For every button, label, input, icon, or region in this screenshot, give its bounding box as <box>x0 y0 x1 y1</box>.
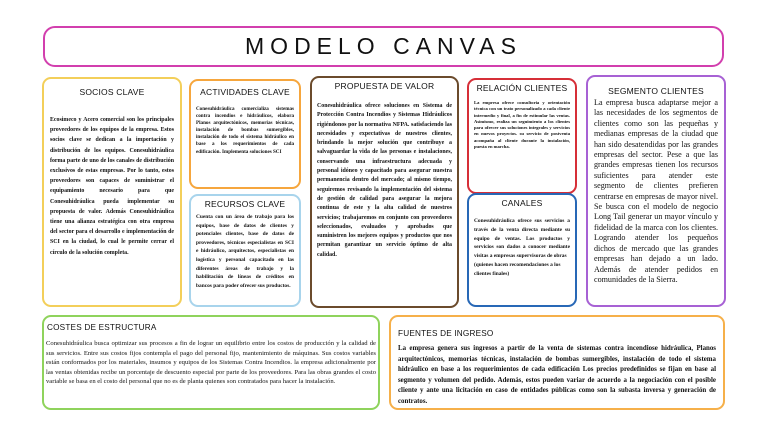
relacion-clientes-text: La empresa ofrece consultoría y orientación técnica con un trato personalizado a cada cliente intermedio y final, a fin de estimular las ventas. Asimismo, realiza un seguimiento a los clientes para ofrecer sus soluciones integrales y servicios en nuevos proyectos. su servicio de postventa acompaña al cliente durante la instalación, puesta en marcha. <box>474 100 570 150</box>
title-box <box>43 26 724 67</box>
segmento-clientes-text: La empresa busca adaptarse mejor a las necesidades de los segmentos de clientes como son las pequeñas y medianas empresas de la ciudad que han sido desatendidas por las grandes empresas del sector. Pese a que las grandes empresas tienen los recursos suficientes para atender este segmento de clientes prefieren centrarse en empresas de mayor nivel. Se busca con el modelo de negocio Long Tail generar un mayor vínculo y fidelidad de la marca con los clientes. Logrando atender los pequeños dichos de mercado que las grandes empresas han dejado a un lado. Además de atender pedidos en comunidades de la Sierra. <box>594 98 718 284</box>
canales-note: (quienes hacen recomendaciones a los clientes finales) <box>474 261 561 277</box>
relacion-clientes-box <box>467 78 577 194</box>
socios-clave-text: Ecosimeco y Acero comercial son los principales proveedores de los equipos de la empresa. Estos socios clave se dedican a la importación y distribución de los equipos. Conesuhidráulica forma parte de uno de los canales de distribución exclusivos de estas empresas. Por lo tanto, estos proveedores son capaces de suministrar el equipamiento necesario para que Conesuhidráulica pueda implementar su propuesta de valor. Además Conesuhidráulica tiene una alianza estratégica con otra empresa del sector para el desarrollo e implementación de SCI en la ciudad, lo cual le permite cerrar el círculo de la solución completa. <box>50 117 174 256</box>
propuesta-valor-heading: PROPUESTA DE VALOR <box>334 81 435 91</box>
recursos-clave-text: Cuenta con un área de trabajo para los equipos, base de datos de clientes y potenciales clientes, base de datos de proveedores, técnicos especialistas en SCI e hidráulico, arquitectos, especialistas en logística y personal capacitado en las diferentes áreas de trabajo y la habilitación de líneas de créditos en bancos para poder ofrecer sus productos. <box>196 214 294 289</box>
relacion-clientes-heading: RELACIÓN CLIENTES <box>476 83 568 93</box>
actividades-clave-box <box>189 79 301 189</box>
actividades-clave-text: Conesuhidráulica comercializa sistemas contra incendios e hidráulicos, elabora Planos arquitectónicos, memorias técnicas, instalación de bombas sumergibles, instalación de todo el sistema hidráulico en base a los requerimientos de cada edificación. Implementa soluciones SCI <box>196 106 294 155</box>
canales-heading: CANALES <box>501 198 543 208</box>
costes-estructura-heading: COSTES DE ESTRUCTURA <box>47 323 157 332</box>
recursos-clave-box <box>189 194 301 307</box>
costes-estructura-text: Conesuhidráulica busca optimizar sus procesos a fin de lograr un equilibrio entre los costos de producción y la calidad de sus servicios. Entre sus costos fijos contempla el pago del personal fijo, mantenimiento de máquinas. Sus costos variables están conformados por los materiales, insumos y equipos de los Sistemas Contra Incendios. la empresa adicionalmente por las ventas obtenidas recibe un porcentaje de descuento especial por parte de los proveedores. Para las obras grandes el costo variable se basa en el costo del personal que no es de planta quienes son contratados para hacer la instalación. <box>46 340 376 386</box>
fuentes-ingreso-text: La empresa genera sus ingresos a partir de la venta de sistemas contra incendiose hidráulica, Planos arquitectónicos, memorias técnicas, instalación de bombas sumergibles, instalación de todo el sistema hidráulico en base a los requerimientos de cada edificación Los precios predefinidos se fijan en base al segmento y volumen del pedido. Además, estos pueden variar de acuerdo a la negociación con el posible cliente y ante una licitación en caso de entidades públicas como son la subasta inversa y generación de contratos. <box>398 345 716 405</box>
actividades-clave-heading: ACTIVIDADES CLAVE <box>200 87 290 97</box>
canales-text: Conesuhidráulica ofrece sus servicios a través de la venta directa mediante su equipo de ventas. Los productos y servicios son dados a conocer mediante visitas a empresas supervisoras de obras <box>474 218 570 260</box>
fuentes-ingreso-box <box>389 315 725 410</box>
socios-clave-box <box>42 77 182 307</box>
canales-box <box>467 193 577 307</box>
segmento-clientes-box <box>586 75 726 307</box>
propuesta-valor-text: Conesuhidráulica ofrece soluciones en Sistema de Protección Contra Incendios y Sistemas Hidráulicos rigiéndonos por la normativa NFPA. satisfaciendo las necesidades y expectativas de nuestros clientes, brindando la mejor solución que contribuye a salvaguardar la vida de las personas e instalaciones, conservando una infraestructura adecuada y personal idóneo y capacitado para asegurar nuestra permanencia dentro del mercado; al mismo tiempo, seguiremos revisando la implementación del sistema de gestión de calidad para asegurar la mejora continua de este y la alta calidad de nuestros servicios; trabajaremos en conjunto con proveedores seleccionados, evaluados y aprobados que suministren los mejores equipos y productos que nos permitan garantizar un servicio óptimo de alta calidad. <box>317 103 452 258</box>
page-title: MODELO CANVAS <box>245 33 522 59</box>
costes-estructura-box <box>42 315 380 410</box>
segmento-clientes-heading: SEGMENTO CLIENTES <box>608 86 704 96</box>
recursos-clave-heading: RECURSOS CLAVE <box>204 199 286 209</box>
socios-clave-heading: SOCIOS CLAVE <box>79 87 145 97</box>
fuentes-ingreso-heading: FUENTES DE INGRESO <box>398 329 494 338</box>
propuesta-valor-box <box>310 76 459 308</box>
